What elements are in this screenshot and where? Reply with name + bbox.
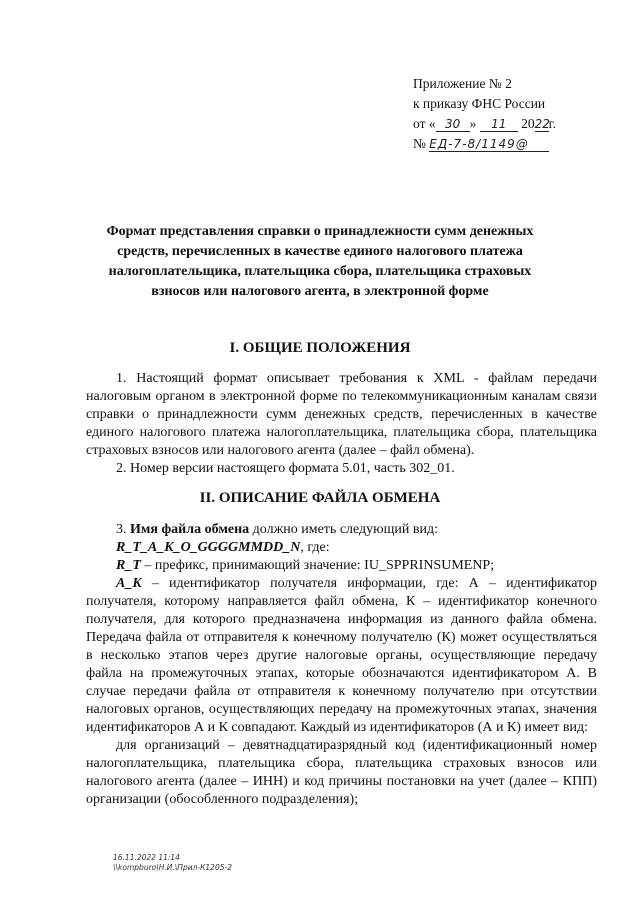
order-date [413, 114, 556, 134]
year-prefix: 20 [517, 116, 535, 131]
handwritten-number: ЕД-7-8/1149@ [429, 137, 549, 152]
print-footer [113, 853, 232, 873]
section1-body [86, 370, 597, 478]
section-heading-exchange-file: II. ОПИСАНИЕ ФАЙЛА ОБМЕНА [199, 490, 441, 506]
section-heading-general: I. ОБЩИЕ ПОЛОЖЕНИЯ [229, 340, 411, 356]
date-mid: » [469, 116, 480, 131]
appendix-header [413, 74, 556, 154]
paragraph-3-text: должно иметь следующий вид: [249, 522, 439, 537]
footer-timestamp: 16.11.2022 11:14 [113, 853, 180, 862]
recipient-id-definition [86, 575, 597, 737]
paragraph-3-number: 3. [116, 522, 130, 537]
appendix-number: Приложение № 2 [413, 76, 512, 91]
prefix-label: R_T [116, 558, 141, 573]
file-name-term: Имя файла обмена [130, 522, 250, 537]
year-end: г. [548, 116, 556, 131]
handwritten-day: 30 [436, 117, 470, 132]
order-number [413, 134, 556, 154]
organizations-definition: для организаций – девятнадцатиразрядный код (идентификационный номер налогоплательщика, плательщика сбора, плательщика страховых взносов или налогового агента (далее – ИНН) и код причины постановки на учет (далее – КПП) организации (обособленного подразделения); [86, 738, 597, 807]
section2-body [86, 521, 597, 809]
recipient-id-label: A_K [116, 576, 142, 591]
handwritten-year: 22 [534, 117, 550, 131]
number-prefix: № [413, 136, 430, 151]
date-prefix: от « [413, 116, 436, 131]
order-reference: к приказу ФНС России [413, 96, 546, 111]
file-name-pattern-line [86, 539, 597, 557]
recipient-id-text: – идентификатор получателя информации, где: А – идентификатор получателя, которому направляется файл обмена, К – идентификатор конечного получателя, для которого предназначена информация из данного файла обмена. Передача файла от отправителя к конечному получателю (К) может осуществляться в несколько этапов через другие налоговые органы, осуществляющие передачу файла на промежуточных этапах, которые обозначаются идентификатором А. В случае передачи файла от отправителя к конечному получателю при отсутствии налоговых органов, осуществляющих передачу на промежуточных этапах, значения идентификаторов А и К совпадают. Каждый из идентификаторов (А и К) имеет вид: [86, 576, 597, 735]
prefix-text: – префикс, принимающий значение: IU_SPPRINSUMENP; [140, 558, 495, 573]
pattern-suffix: , где: [300, 540, 330, 555]
paragraph-1: 1. Настоящий формат описывает требования к XML - файлам передачи налоговым органом в электронной форме по телекоммуникационным каналам связи справки о принадлежности сумм денежных средств, перечисленных в качестве единого налогового платежа налогоплательщика, плательщика сбора, плательщика страховых взносов или налогового агента (далее – файл обмена). [86, 371, 597, 458]
paragraph-2: 2. Номер версии настоящего формата 5.01, часть 302_01. [116, 461, 455, 476]
file-name-pattern: R_T_A_K_O_GGGGMMDD_N [116, 540, 301, 555]
handwritten-month: 11 [480, 117, 518, 132]
paragraph-3 [86, 521, 597, 539]
footer-file-path: \\kompburo\Н.И.\Прил-К1205-2 [113, 863, 232, 872]
prefix-definition [86, 557, 597, 575]
document-title: Формат представления справки о принадлежности сумм денежных средств, перечисленных в качестве единого налогового платежа налогоплательщика, плательщика сбора, плательщика страховых взносов или налогового агента, в электронной форме [106, 224, 534, 299]
